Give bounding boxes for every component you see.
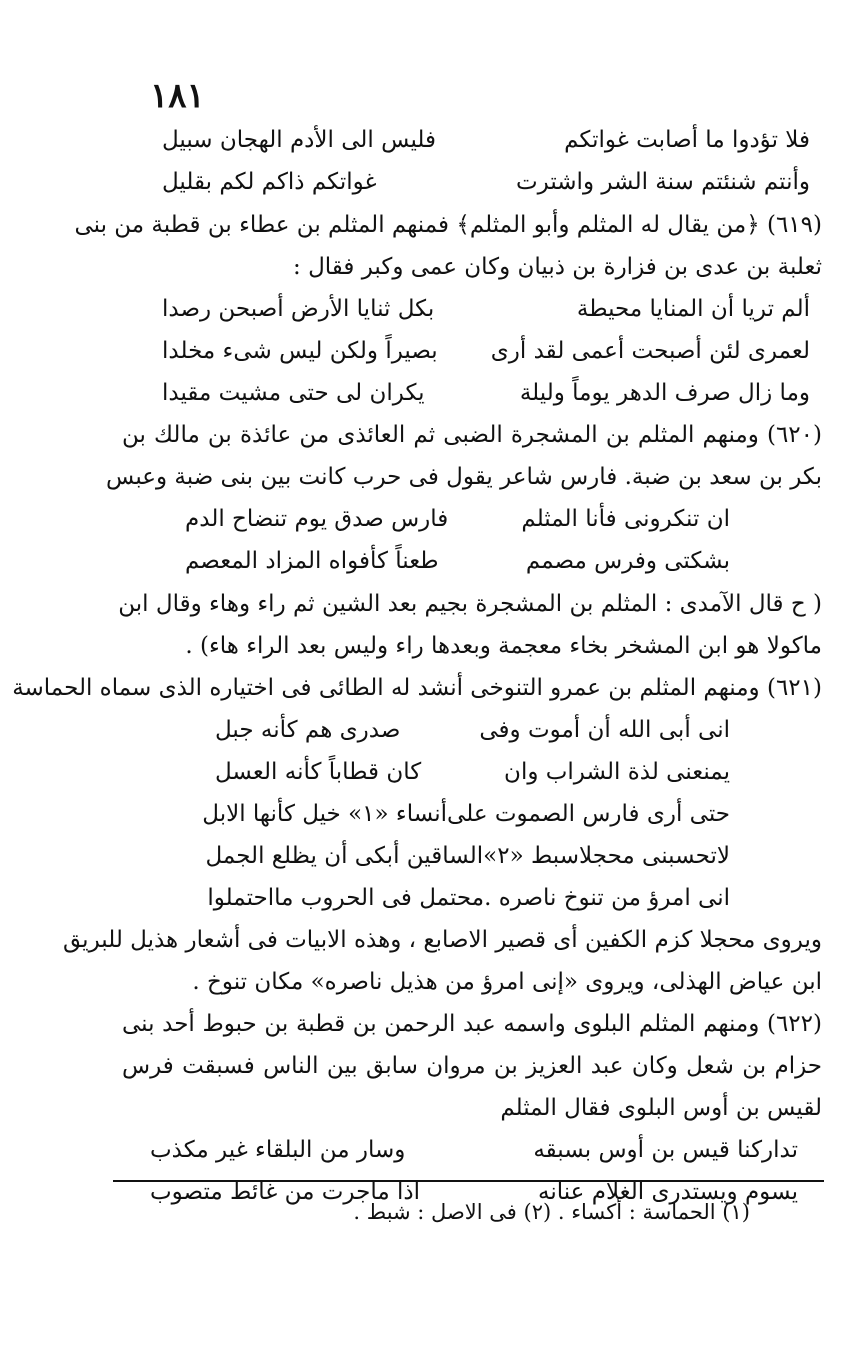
prose-line: ماكولا هو ابن المشخر بخاء معجمة وبعدها راء وليس بعد الراء هاء) .	[185, 633, 822, 659]
verse-first-hemistich: تداركنا قيس بن أوس بسبقه	[533, 1137, 798, 1163]
verse-line	[215, 750, 730, 794]
footnote: (١) الحماسة : أكساء . (٢) فى الاصل : شبط .	[353, 1200, 750, 1224]
verse-first-hemistich: حتى أرى فارس الصموت على	[447, 801, 730, 827]
verse-second-hemistich: فليس الى الأدم الهجان سبيل	[162, 127, 436, 153]
verse-second-hemistich: فارس صدق يوم تنضاح الدم	[185, 506, 449, 532]
verse-first-hemistich: وأنتم شنئتم سنة الشر واشترت	[516, 169, 810, 195]
prose-line: بكر بن سعد بن ضبة. فارس شاعر يقول فى حرب كانت بين بنى ضبة وعبس	[106, 464, 822, 490]
verse-first-hemistich: فلا تؤدوا ما أصابت غواتكم	[564, 127, 810, 153]
verse-line	[162, 160, 810, 204]
verse-second-hemistich: الساقين أبكى أن يظلع الجمل	[205, 843, 484, 869]
prose-line: لقيس بن أوس البلوى فقال المثلم	[500, 1095, 822, 1121]
verse-second-hemistich: اذا ماجرت من غائط متصوب	[150, 1179, 420, 1205]
verse-first-hemistich: لعمرى لئن أصبحت أعمى لقد أرى	[490, 338, 810, 364]
prose-line: ويروى محجلا كزم الكفين أى قصير الاصابع ، وهذه الابيات فى أشعار هذيل للبريق	[63, 927, 822, 953]
verse-first-hemistich: يمنعنى لذة الشراب وان	[504, 759, 730, 785]
verse-second-hemistich: صدرى هم كأنه جبل	[215, 717, 401, 743]
verse-second-hemistich: بصيراً ولكن ليس شىء مخلدا	[162, 338, 438, 364]
prose-line: (٦٢٢) ومنهم المثلم البلوى واسمه عبد الرحمن بن قطبة بن حبوط أحد بنى	[122, 1011, 822, 1037]
prose-line: حزام بن شعل وكان عبد العزيز بن مروان سابق بين الناس فسبقت فرس	[122, 1053, 822, 1079]
verse-line	[162, 371, 810, 415]
verse-line	[162, 118, 810, 162]
verse-first-hemistich: بشكتى وفرس مصمم	[525, 548, 730, 574]
verse-second-hemistich: طعناً كأفواه المزاد المعصم	[185, 548, 439, 574]
verse-line	[162, 329, 810, 373]
verse-second-hemistich: بكل ثنايا الأرض أصبحن رصدا	[162, 296, 435, 322]
verse-second-hemistich: أنساء «١» خيل كأنها الابل	[202, 801, 448, 827]
verse-first-hemistich: انى امرؤ من تنوخ ناصره .	[484, 885, 730, 911]
verse-first-hemistich: ان تنكرونى فأنا المثلم	[521, 506, 730, 532]
verse-line	[150, 1128, 798, 1172]
prose-line: ابن عياض الهذلى، ويروى «إنى امرؤ من هذيل ناصره» مكان تنوخ .	[192, 969, 822, 995]
verse-second-hemistich: كان قطاباً كأنه العسل	[215, 759, 422, 785]
verse-first-hemistich: ألم تريا أن المنايا محيطة	[576, 296, 810, 322]
verse-second-hemistich: وسار من البلقاء غير مكذب	[150, 1137, 406, 1163]
verse-line	[185, 497, 730, 541]
verse-second-hemistich: محتمل فى الحروب مااحتملوا	[207, 885, 485, 911]
prose-line: (٦٢١) ومنهم المثلم بن عمرو التنوخى أنشد له الطائى فى اختياره الذى سماه الحماسة	[12, 675, 822, 701]
verse-line	[185, 539, 730, 583]
verse-line	[215, 708, 730, 752]
verse-second-hemistich: غواتكم ذاكم لكم بقليل	[162, 169, 377, 195]
verse-second-hemistich: يكران لى حتى مشيت مقيدا	[162, 380, 425, 406]
verse-first-hemistich: لاتحسبنى محجلاسبط «٢»	[483, 843, 730, 869]
verse-first-hemistich: انى أبى الله أن أموت وفى	[479, 717, 730, 743]
prose-line: (٦٢٠) ومنهم المثلم بن المشجرة الضبى ثم العائذى من عائذة بن مالك بن	[122, 422, 822, 448]
page-number: ١٨١	[150, 76, 205, 116]
verse-line	[202, 792, 730, 836]
verse-line	[162, 287, 810, 331]
footnote-separator	[113, 1180, 824, 1182]
prose-line: (٦١٩) ﴿من يقال له المثلم وأبو المثلم﴾ فمنهم المثلم بن عطاء بن قطبة من بنى	[74, 212, 822, 238]
verse-first-hemistich: وما زال صرف الدهر يوماً وليلة	[519, 380, 810, 406]
verse-first-hemistich: يسوم ويستدرى الغلام عنانه	[538, 1179, 798, 1205]
verse-line	[207, 876, 730, 920]
prose-line: ثعلبة بن عدى بن فزارة بن ذبيان وكان عمى وكبر فقال :	[293, 254, 822, 280]
verse-line	[205, 834, 730, 878]
prose-line: ( ح قال الآمدى : المثلم بن المشجرة بجيم بعد الشين ثم راء وهاء وقال ابن	[118, 591, 822, 617]
